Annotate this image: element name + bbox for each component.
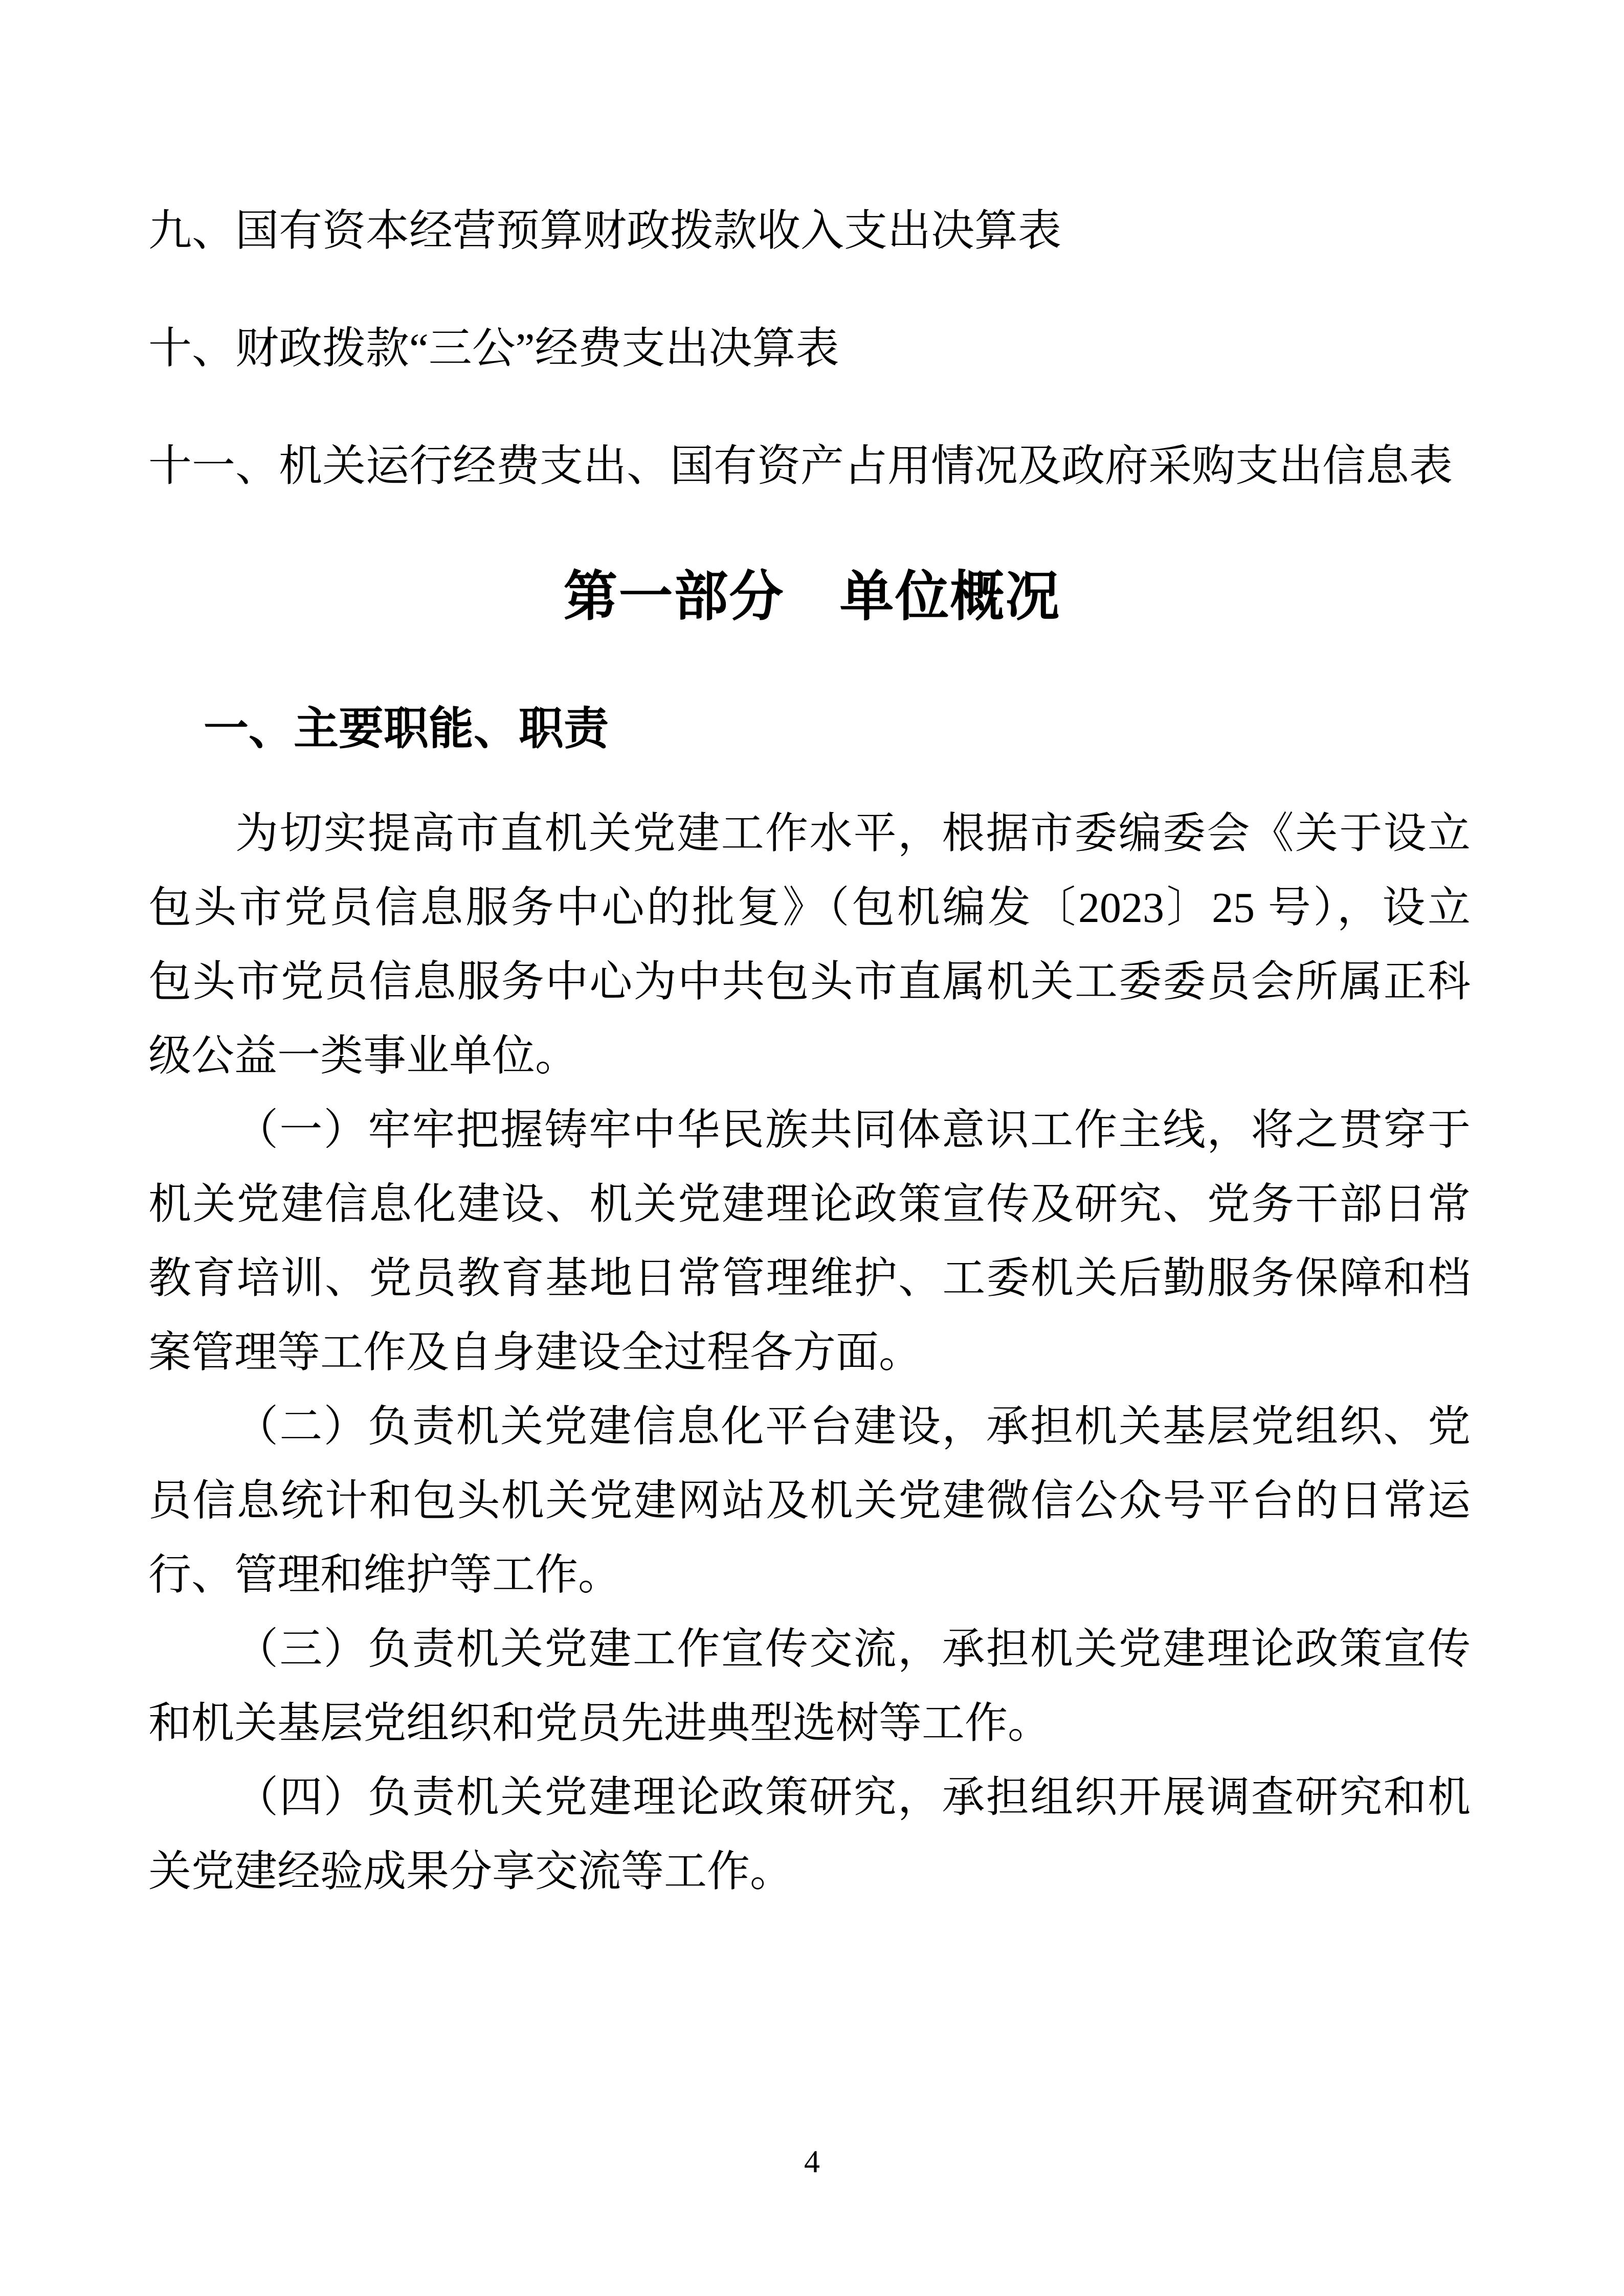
toc-item-2: 十、财政拨款“三公”经费支出决算表 (148, 325, 839, 373)
page-number: 4 (804, 2145, 820, 2179)
toc-item-1: 九、国有资本经营预算财政拨款收入支出决算表 (148, 207, 1062, 255)
body-line: 案管理等工作及自身建设全过程各方面。 (148, 1329, 922, 1377)
body-line: （二）负责机关党建信息化平台建设，承担机关基层党组织、党 (235, 1403, 1471, 1451)
body-line: 机关党建信息化建设、机关党建理论政策宣传及研究、党务干部日常 (148, 1181, 1471, 1228)
body-line: （一）牢牢把握铸牢中华民族共同体意识工作主线，将之贯穿于 (235, 1107, 1471, 1154)
table-of-contents (148, 194, 1471, 547)
body-line: 行、管理和维护等工作。 (148, 1551, 621, 1599)
body-line: 包头市党员信息服务中心为中共包头市直属机关工委委员会所属正科 (148, 958, 1471, 1006)
part-title: 第一部分 单位概况 (563, 567, 1061, 627)
body-line: 员信息统计和包头机关党建网站及机关党建微信公众号平台的日常运 (148, 1477, 1471, 1525)
body-line: 和机关基层党组织和党员先进典型选树等工作。 (148, 1700, 1051, 1747)
section-heading: 一、主要职能、职责 (204, 703, 609, 754)
body-text (148, 797, 1471, 1909)
body-line: （三）负责机关党建工作宣传交流，承担机关党建理论政策宣传 (235, 1626, 1471, 1673)
body-line: 包头市党员信息服务中心的批复》（包机编发〔2023〕25 号），设立 (148, 884, 1471, 932)
body-line: （四）负责机关党建理论政策研究，承担组织开展调查研究和机 (235, 1774, 1471, 1821)
body-line: 教育培训、党员教育基地日常管理维护、工委机关后勤服务保障和档 (148, 1255, 1471, 1302)
body-line: 关党建经验成果分享交流等工作。 (148, 1848, 793, 1896)
toc-item-3: 十一、机关运行经费支出、国有资产占用情况及政府采购支出信息表 (148, 442, 1453, 490)
body-line: 级公益一类事业单位。 (148, 1032, 579, 1080)
body-line: 为切实提高市直机关党建工作水平，根据市委编委会《关于设立 (235, 810, 1471, 858)
